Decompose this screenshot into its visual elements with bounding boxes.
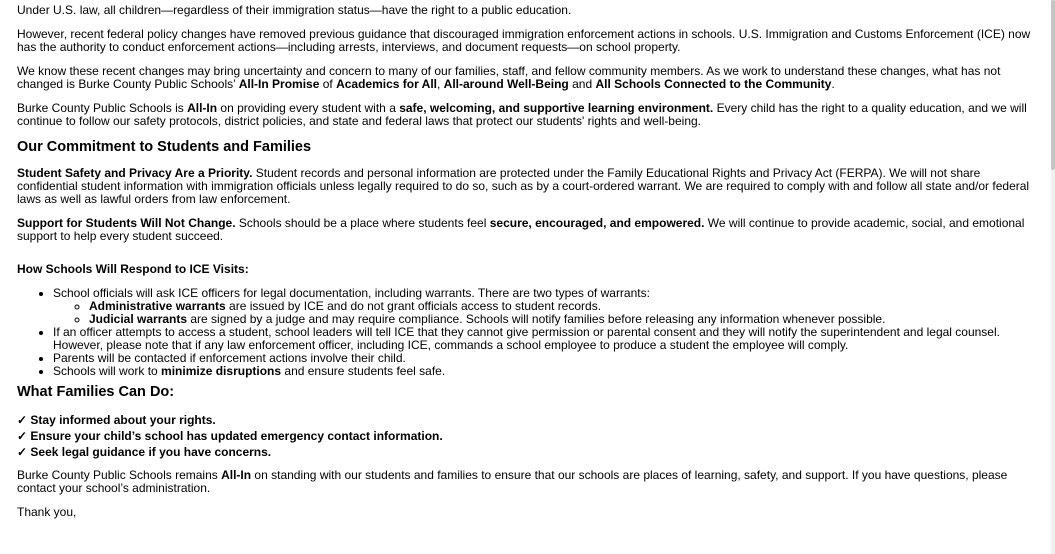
respond-heading: How Schools Will Respond to ICE Visits:	[17, 262, 249, 276]
schools-connected-bold: All Schools Connected to the Community	[595, 77, 832, 91]
safety-paragraph: Student Safety and Privacy Are a Priority. Student records and personal information are protected under the Family Educational Rights and Privacy Act (FERPA). We will not share confidential student information with immigration officials unless legally required to do so, such as by a court-ordered warrant. We are required to comply with and follow all state and/or federal laws as well as lawful orders from law enforcement.	[17, 166, 1030, 206]
list-item: • Parents will be contacted if enforcement actions involve their child.	[53, 352, 1035, 365]
well-being-bold: All-around Well-Being	[443, 77, 569, 91]
academics-for-all-bold: Academics for All	[336, 77, 437, 91]
support-lead-bold: Support for Students Will Not Change.	[17, 216, 236, 230]
commitment-heading: Our Commitment to Students and Families	[17, 139, 312, 155]
list-item: • If an officer attempts to access a student, school leaders will tell ICE that they cannot give permission or parental consent and they will notify the superintendent and legal counsel. However, please note that if any law enforcement officer, including ICE, commands a school employee to produce a student the employee will comply.	[53, 326, 1035, 352]
all-in-paragraph: Burke County Public Schools is All-In on providing every student with a safe, welcoming, and supportive learning environment. Every child has the right to a quality education, and we will continue to follow our safety protocols, district policies, and state and federal laws that protect our students' rights and well-being.	[17, 101, 1027, 128]
document-body	[17, 4, 1035, 530]
list-item: ✓ Ensure your child’s school has updated emergency contact information.	[17, 429, 443, 443]
list-item: ◦ Administrative warrants are issued by ICE and do not grant officials access to student records.	[89, 300, 1035, 313]
families-heading: What Families Can Do:	[17, 384, 175, 400]
all-in-closing-bold: All-In	[221, 468, 252, 482]
ice-response-list	[17, 287, 1035, 378]
policy-change-paragraph: However, recent federal policy changes have removed previous guidance that discouraged immigration enforcement actions in schools. U.S. Immigration and Customs Enforcement (ICE) now has the authority to conduct enforcement actions—including arrests, interviews, and document requests—on school property.	[17, 27, 1031, 54]
list-item: • School officials will ask ICE officers for legal documentation, including warrants. There are two types of warrants: ◦ Administrative warrants are issued by ICE and do not grant officials access to student records. ◦ Judicial warrants are signed by a judge and may require compliance. Schools will notify families before releasing any information whenever possible.	[53, 287, 1035, 326]
uncertainty-paragraph: We know these recent changes may bring uncertainty and concern to many of our families, staff, and fellow community members. As we work to understand these changes, what has not changed is Burke County Public Schools’ All-In Promise of Academics for All, All-around Well-Being and All Schools Connected to the Community.	[17, 64, 1001, 91]
list-item: ✓ Seek legal guidance if you have concerns.	[17, 445, 272, 459]
secure-encouraged-bold: secure, encouraged, and empowered.	[489, 216, 705, 230]
all-in-bold: All-In	[187, 101, 218, 115]
vertical-scrollbar[interactable]	[1051, 0, 1055, 554]
safe-environment-bold: safe, welcoming, and supportive learning environment.	[399, 101, 714, 115]
list-item: • Schools will work to minimize disruptions and ensure students feel safe.	[53, 365, 1035, 378]
list-item: ◦ Judicial warrants are signed by a judge and may require compliance. Schools will notify families before releasing any information whenever possible.	[89, 313, 1035, 326]
intro-paragraph: Under U.S. law, all children—regardless of their immigration status—have the right to a public education.	[17, 3, 572, 17]
scrollbar-thumb[interactable]	[1051, 0, 1055, 170]
warrant-types-list	[53, 300, 1035, 326]
closing-paragraph: Burke County Public Schools remains All-In on standing with our students and families to ensure that our schools are places of learning, safety, and support. If you have questions, please contact your school’s administration.	[17, 468, 1008, 495]
all-in-promise-bold: All-In Promise	[238, 77, 320, 91]
safety-lead-bold: Student Safety and Privacy Are a Priority.	[17, 166, 253, 180]
signoff: Thank you,	[17, 505, 77, 519]
support-paragraph: Support for Students Will Not Change. Schools should be a place where students feel secure, encouraged, and empowered. We will continue to provide academic, social, and emotional support to help every student succeed.	[17, 216, 1025, 243]
list-item: ✓ Stay informed about your rights.	[17, 413, 216, 427]
family-checklist	[17, 412, 1035, 460]
